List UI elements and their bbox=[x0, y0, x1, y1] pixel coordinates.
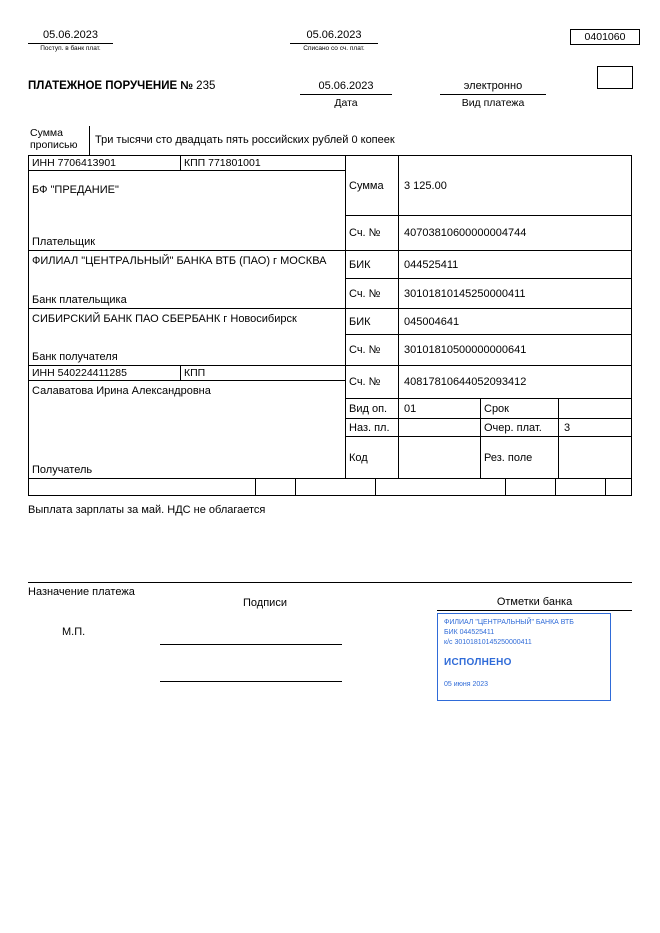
payee-bank-bik-value: 045004641 bbox=[404, 315, 460, 328]
payer-bank-name: ФИЛИАЛ "ЦЕНТРАЛЬНЫЙ" БАНКА ВТБ (ПАО) г МОСКВА bbox=[32, 255, 327, 267]
purpose-code-label: Наз. пл. bbox=[346, 419, 399, 436]
payer-bank-bik-label: БИК bbox=[346, 251, 399, 278]
amount-value: 3 125.00 bbox=[404, 179, 447, 192]
reserve-field-value bbox=[559, 437, 631, 478]
payee-bank-role-label: Банк получателя bbox=[32, 351, 118, 363]
stamp-bank-name: ФИЛИАЛ "ЦЕНТРАЛЬНЫЙ" БАНКА ВТБ bbox=[444, 619, 574, 626]
document-date-label: Дата bbox=[334, 97, 358, 109]
tax-field-cell-3 bbox=[296, 479, 376, 495]
payee-right-block bbox=[346, 366, 631, 478]
amount-in-words-label-line1: Сумма bbox=[30, 127, 63, 139]
tax-field-cell-2 bbox=[256, 479, 296, 495]
payee-bank-account-row bbox=[346, 335, 631, 365]
tax-field-cell-6 bbox=[556, 479, 606, 495]
payer-inn-kpp-row bbox=[29, 156, 345, 171]
payee-left-block bbox=[29, 366, 346, 478]
payer-bank-account-value: 30101810145250000411 bbox=[404, 287, 526, 300]
tax-field-cell-4 bbox=[376, 479, 506, 495]
purpose-code-value bbox=[399, 419, 481, 436]
payment-term-label: Срок bbox=[481, 399, 559, 418]
payee-account-label: Сч. № bbox=[346, 366, 399, 398]
payer-bank-account-row bbox=[346, 279, 631, 308]
payment-kind: электронно bbox=[440, 80, 546, 95]
payer-bank-right-block bbox=[346, 251, 631, 308]
purpose-label: Назначение платежа bbox=[28, 586, 135, 598]
payer-bank-bik-value: 044525411 bbox=[404, 258, 459, 271]
payer-account-label: Сч. № bbox=[346, 216, 399, 250]
bank-marks-label: Отметки банка bbox=[437, 596, 632, 611]
payer-name: БФ "ПРЕДАНИЕ" bbox=[32, 184, 119, 196]
amount-label: Сумма bbox=[346, 156, 399, 215]
payment-order-table bbox=[28, 155, 632, 496]
document-number: 235 bbox=[196, 80, 216, 92]
amount-in-words-label bbox=[28, 126, 90, 155]
priority-value: 3 bbox=[564, 421, 571, 434]
received-date-block bbox=[28, 29, 113, 52]
payer-left-block bbox=[29, 156, 346, 250]
payment-kind-label: Вид платежа bbox=[461, 97, 525, 109]
payer-right-block bbox=[346, 156, 631, 250]
payee-bank-name: СИБИРСКИЙ БАНК ПАО СБЕРБАНК г Новосибирск bbox=[32, 313, 297, 325]
payee-bank-bik-row bbox=[346, 309, 631, 335]
payee-inn-kpp-row bbox=[29, 366, 345, 381]
code-value bbox=[399, 437, 481, 478]
payee-account-value: 40817810644052093412 bbox=[404, 376, 527, 388]
tax-field-cell-7 bbox=[606, 479, 631, 495]
page-title bbox=[28, 80, 215, 92]
payee-name: Салаватова Ирина Александровна bbox=[32, 385, 211, 397]
received-date-label: Поступ. в банк плат. bbox=[40, 45, 101, 52]
payer-bank-row bbox=[29, 251, 631, 309]
code-row bbox=[346, 437, 631, 478]
payer-inn: ИНН 7706413901 bbox=[29, 156, 181, 170]
payer-kpp: КПП 771801001 bbox=[184, 157, 261, 169]
payee-bank-name-area bbox=[29, 309, 345, 365]
stamp-date: 05 июня 2023 bbox=[444, 680, 489, 688]
payer-bank-role-label: Банк плательщика bbox=[32, 294, 127, 306]
document-date-block bbox=[300, 80, 392, 109]
payee-kpp: КПП bbox=[184, 367, 206, 379]
payee-bank-bik-label: БИК bbox=[346, 309, 399, 334]
payer-account-value: 40703810600000004744 bbox=[404, 227, 527, 239]
payer-role-label: Плательщик bbox=[32, 236, 96, 248]
amount-in-words-value: Три тысячи сто двадцать пять российских рублей 0 копеек bbox=[95, 134, 395, 146]
document-date: 05.06.2023 bbox=[300, 80, 392, 95]
purpose-text: Выплата зарплаты за май. НДС не облагается bbox=[28, 504, 266, 516]
amount-in-words-row bbox=[28, 126, 632, 155]
payer-bank-bik-row bbox=[346, 251, 631, 279]
payer-bank-left-block bbox=[29, 251, 346, 308]
tax-fields-row bbox=[29, 479, 631, 495]
payee-bank-account-label: Сч. № bbox=[346, 335, 399, 365]
debited-date: 05.06.2023 bbox=[290, 29, 378, 44]
tax-field-cell-5 bbox=[506, 479, 556, 495]
payer-account-row bbox=[346, 216, 631, 250]
payment-kind-block bbox=[440, 80, 546, 109]
signatures-label: Подписи bbox=[243, 597, 287, 609]
payment-purpose-code-row bbox=[346, 419, 631, 437]
signature-line-1 bbox=[160, 644, 342, 645]
payer-bank-name-area bbox=[29, 251, 345, 308]
payee-bank-row bbox=[29, 309, 631, 366]
purpose-section bbox=[28, 495, 632, 598]
payee-role-label: Получатель bbox=[32, 464, 93, 476]
payer-bank-account-label: Сч. № bbox=[346, 279, 399, 308]
reserve-field-label: Рез. поле bbox=[481, 437, 559, 478]
payment-type-empty-box bbox=[597, 66, 633, 89]
stamp-bik: БИК 044525411 bbox=[444, 629, 495, 637]
seal-place-label: М.П. bbox=[62, 626, 86, 638]
tax-field-cell-1 bbox=[29, 479, 256, 495]
debited-date-label: Списано со сч. плат. bbox=[303, 45, 365, 52]
payment-term-value bbox=[559, 399, 631, 418]
code-label: Код bbox=[346, 437, 399, 478]
payee-bank-account-value: 30101810500000000641 bbox=[404, 344, 527, 356]
payee-name-area bbox=[29, 381, 345, 478]
debited-date-block bbox=[290, 29, 378, 52]
priority-label: Очер. плат. bbox=[481, 419, 559, 436]
amount-in-words-label-line2: прописью bbox=[30, 139, 78, 152]
operation-kind-value: 01 bbox=[399, 399, 481, 418]
operation-kind-label: Вид оп. bbox=[346, 399, 399, 418]
payer-row bbox=[29, 156, 631, 251]
payee-row bbox=[29, 366, 631, 479]
payee-account-row bbox=[346, 366, 631, 399]
page-title-label: ПЛАТЕЖНОЕ ПОРУЧЕНИЕ № bbox=[28, 80, 194, 92]
operation-kind-row bbox=[346, 399, 631, 419]
stamp-corr-account: к/с 30101810145250000411 bbox=[444, 639, 532, 647]
payee-inn: ИНН 540224411285 bbox=[29, 366, 181, 380]
payee-bank-left-block bbox=[29, 309, 346, 365]
payee-bank-right-block bbox=[346, 309, 631, 365]
payer-name-area bbox=[29, 171, 345, 250]
stamp-status: ИСПОЛНЕНО bbox=[444, 657, 512, 669]
received-date: 05.06.2023 bbox=[28, 29, 113, 44]
signature-line-2 bbox=[160, 681, 342, 682]
bank-stamp bbox=[437, 613, 611, 701]
amount-row bbox=[346, 156, 631, 216]
form-code: 0401060 bbox=[570, 29, 640, 45]
